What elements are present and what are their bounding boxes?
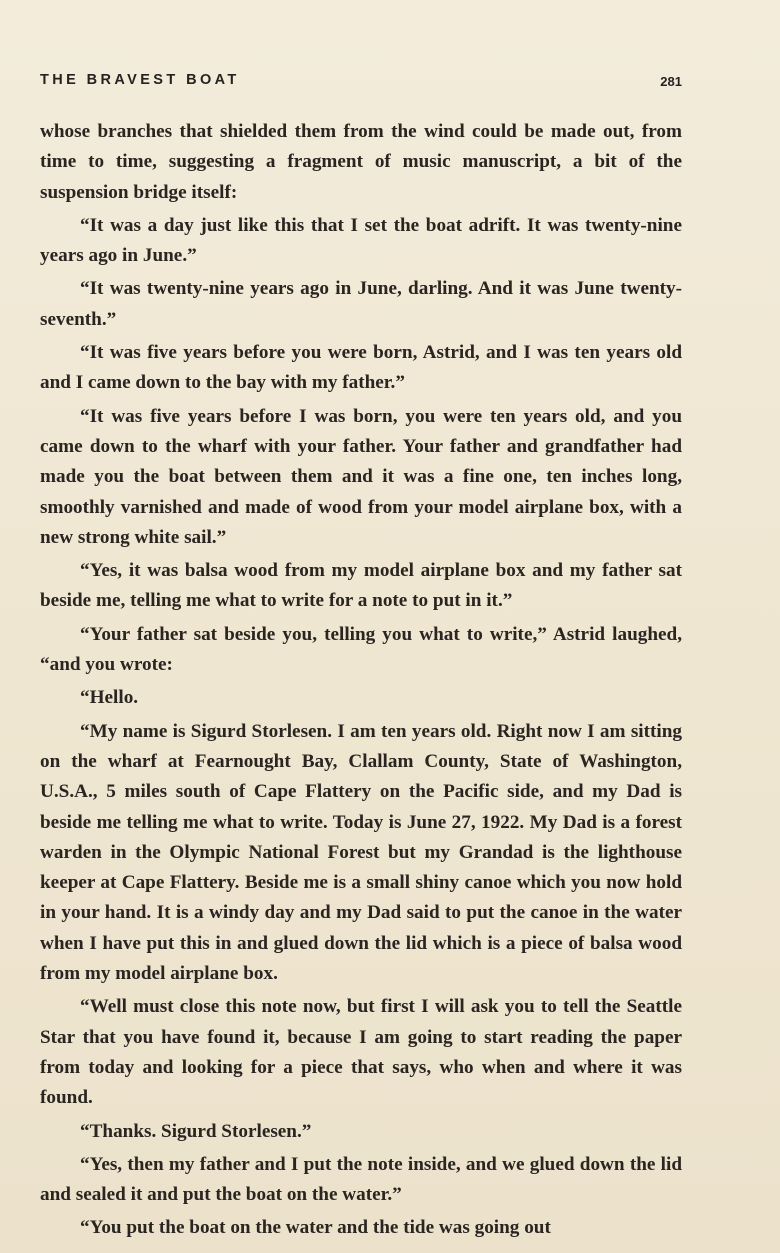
paragraph: “Yes, then my father and I put the note inside, and we glued down the lid and sealed it and put the boat on the water.” <box>40 1153 682 1206</box>
running-head <box>40 72 682 94</box>
paragraph: “It was a day just like this that I set the boat adrift. It was twenty-nine years ago in June.” <box>40 214 682 267</box>
running-title: THE BRAVEST BOAT <box>40 72 240 88</box>
paragraph: “Hello. <box>80 687 139 709</box>
paragraph: “My name is Sigurd Storlesen. I am ten years old. Right now I am sitting on the wharf at Fearnought Bay, Clallam County, State of Washington, U.S.A., 5 miles south of Cape Flattery on the Pacific side, and my Dad is beside me telling me what to write. Today is June 27, 1922. My Dad is a forest warden in the Olympic National Forest but my Grandad is the lighthouse keeper at Cape Flattery. Beside me is a small shiny canoe which you now hold in your hand. It is a windy day and my Dad said to put the canoe in the water when I have put this in and glued down the lid which is a piece of balsa wood from my model airplane box. <box>40 720 682 985</box>
paragraph: “Yes, it was balsa wood from my model airplane box and my father sat beside me, telling me what to write for a note to put in it.” <box>40 560 682 612</box>
body-text <box>40 117 682 1244</box>
paragraph: “It was five years before I was born, you were ten years old, and you came down to the wharf with your father. Your father and grandfather had made you the boat between them and it was a fine one, ten inches long, smoothly varnished and made of wood from your model airplane box, with a new strong white sail.” <box>40 405 682 548</box>
paragraph: “It was twenty-nine years ago in June, darling. And it was June twenty-seventh.” <box>40 278 682 330</box>
page-number: 281 <box>660 74 682 89</box>
paragraph: “Your father sat beside you, telling you what to write,” Astrid laughed, “and you wrote: <box>40 623 682 676</box>
paragraph: “You put the boat on the water and the tide was going out <box>80 1217 551 1239</box>
paragraph: “Thanks. Sigurd Storlesen.” <box>80 1120 312 1142</box>
paragraph: “It was five years before you were born, Astrid, and I was ten years old and I came down to the bay with my father.” <box>40 342 682 394</box>
paragraph: whose branches that shielded them from the wind could be made out, from time to time, suggesting a fragment of music manuscript, a bit of the suspension bridge itself: <box>40 121 682 203</box>
paragraph: “Well must close this note now, but first I will ask you to tell the Seattle Star that you have found it, because I am going to start reading the paper from today and looking for a piece that says, who when and where it was found. <box>40 996 682 1109</box>
